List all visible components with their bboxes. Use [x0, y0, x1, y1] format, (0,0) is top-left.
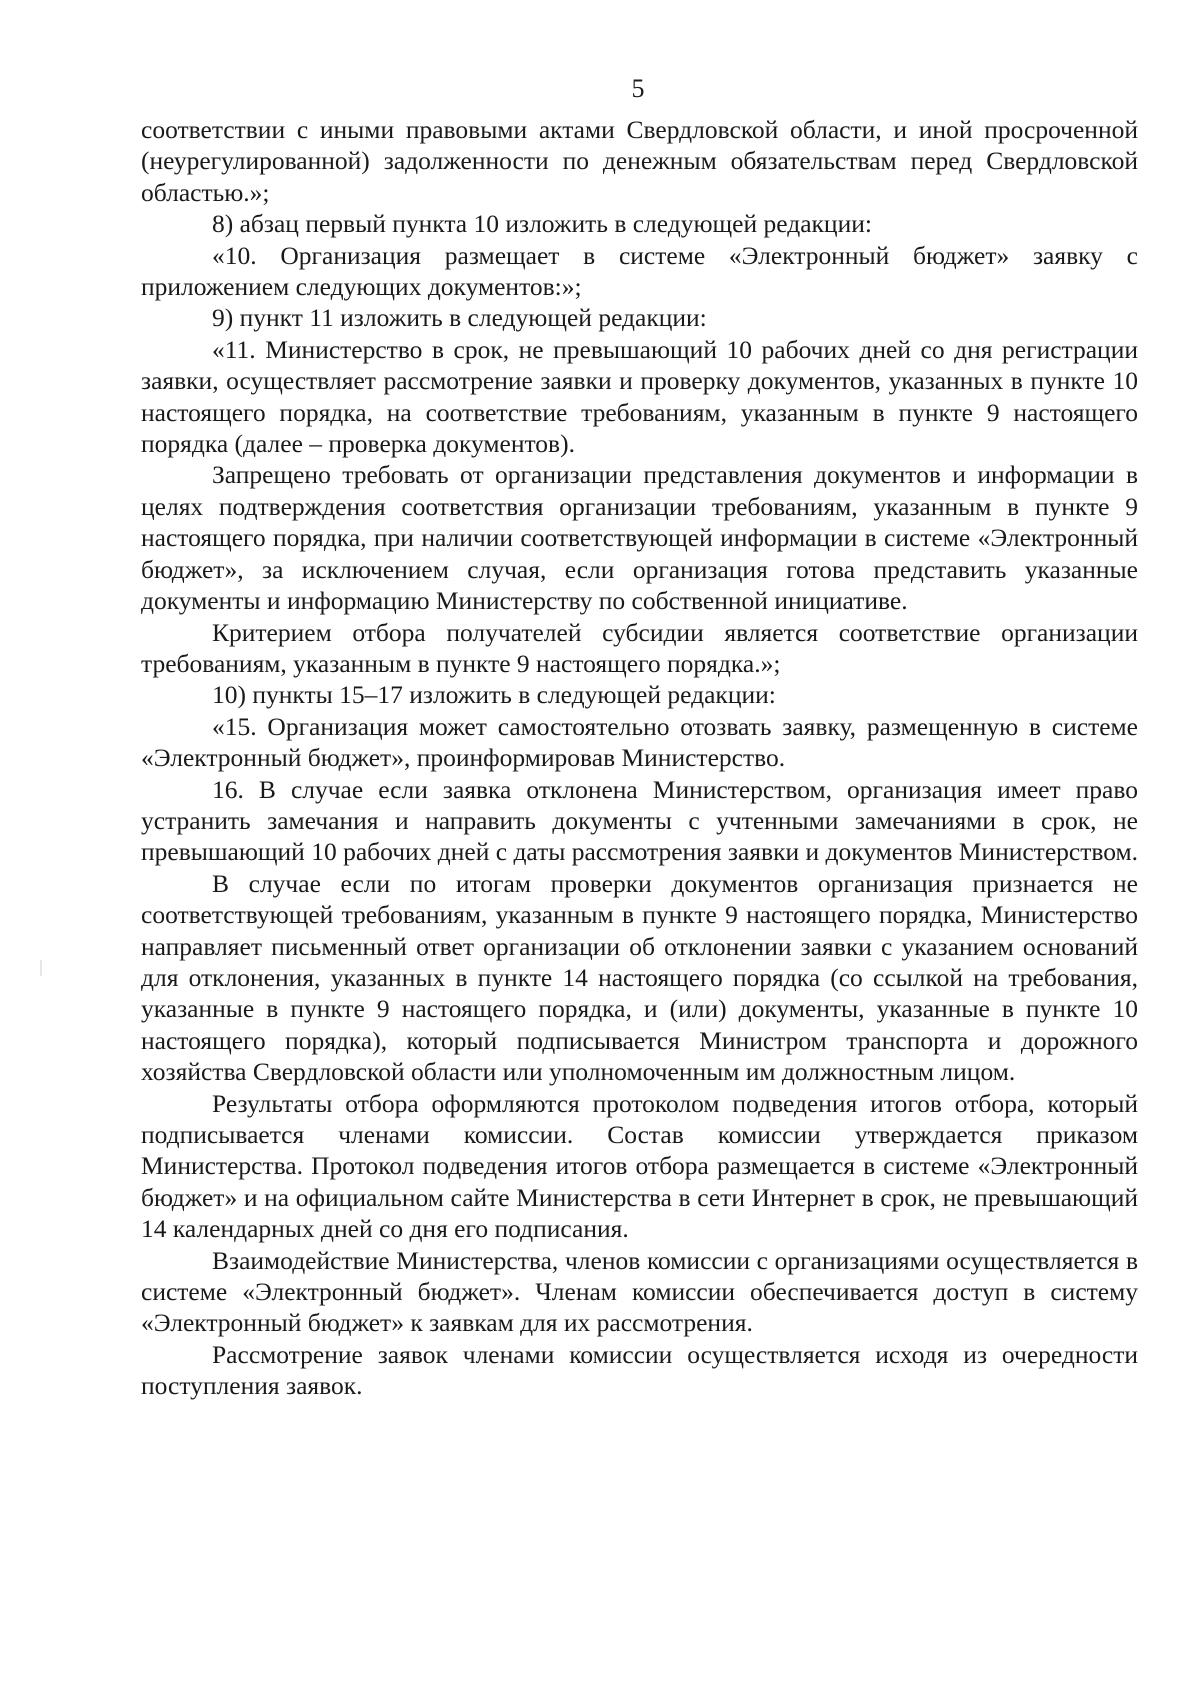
paragraph-clause-15: «15. Организация может самостоятельно отозвать заявку, размещенную в системе «Электронный бюджет», проинформировав Министерство.	[141, 711, 1138, 773]
paragraph-results: Результаты отбора оформляются протоколом подведения итогов отбора, который подписывается членами комиссии. Состав комиссии утверждается приказом Министерства. Протокол подведения итогов отбора размещается в системе «Электронный бюджет» и на официальном сайте Министерства в сети Интернет в срок, не превышающий 14 календарных дней со дня его подписания.	[141, 1088, 1138, 1244]
paragraph-prohibition: Запрещено требовать от организации представления документов и информации в целях подтверждения соответствия организации требованиям, указанным в пункте 9 настоящего порядка, при наличии соответствующей информации в системе «Электронный бюджет», за исключением случая, если организация готова представить указанные документы и информацию Министерству по собственной инициативе.	[141, 460, 1138, 616]
scan-artifact	[40, 960, 42, 976]
paragraph-continuation: соответствии с иными правовыми актами Свердловской области, и иной просроченной (неурегулированной) задолженности по денежным обязательствам перед Свердловской областью.»;	[141, 115, 1138, 207]
paragraph-clause-11: «11. Министерство в срок, не превышающий 10 рабочих дней со дня регистрации заявки, осуществляет рассмотрение заявки и проверку документов, указанных в пункте 10 настоящего порядка, на соответствие требованиям, указанным в пункте 9 настоящего порядка (далее – проверка документов).	[141, 334, 1138, 459]
paragraph-item-10: 10) пункты 15–17 изложить в следующей редакции:	[212, 680, 776, 710]
paragraph-item-9: 9) пункт 11 изложить в следующей редакции:	[212, 303, 707, 333]
paragraph-clause-16: 16. В случае если заявка отклонена Министерством, организация имеет право устранить замечания и направить документы с учтенными замечаниями в срок, не превышающий 10 рабочих дней с даты рассмотрения заявки и документов Министерством.	[141, 774, 1138, 867]
page-number: 5	[631, 74, 645, 103]
paragraph-order: Рассмотрение заявок членами комиссии осуществляется исходя из очередности поступления заявок.	[141, 1339, 1138, 1401]
paragraph-interaction: Взаимодействие Министерства, членов комиссии с организациями осуществляется в системе «Электронный бюджет». Членам комиссии обеспечивается доступ в систему «Электронный бюджет» к заявкам для их рассмотрения.	[141, 1245, 1138, 1338]
paragraph-rejection: В случае если по итогам проверки документов организация признается не соответствующей требованиям, указанным в пункте 9 настоящего порядка, Министерство направляет письменный ответ организации об отклонении заявки с указанием оснований для отклонения, указанных в пункте 14 настоящего порядка (со ссылкой на требования, указанные в пункте 9 настоящего порядка, и (или) документы, указанные в пункте 10 настоящего порядка), который подписывается Министром транспорта и дорожного хозяйства Свердловской области или уполномоченным им должностным лицом.	[141, 868, 1138, 1087]
paragraph-criterion: Критерием отбора получателей субсидии является соответствие организации требованиям, указанным в пункте 9 настоящего порядка.»;	[141, 617, 1138, 678]
paragraph-clause-10: «10. Организация размещает в системе «Электронный бюджет» заявку с приложением следующих документов:»;	[141, 240, 1138, 302]
document-body	[141, 114, 1138, 1402]
paragraph-item-8: 8) абзац первый пункта 10 изложить в следующей редакции:	[212, 209, 872, 239]
